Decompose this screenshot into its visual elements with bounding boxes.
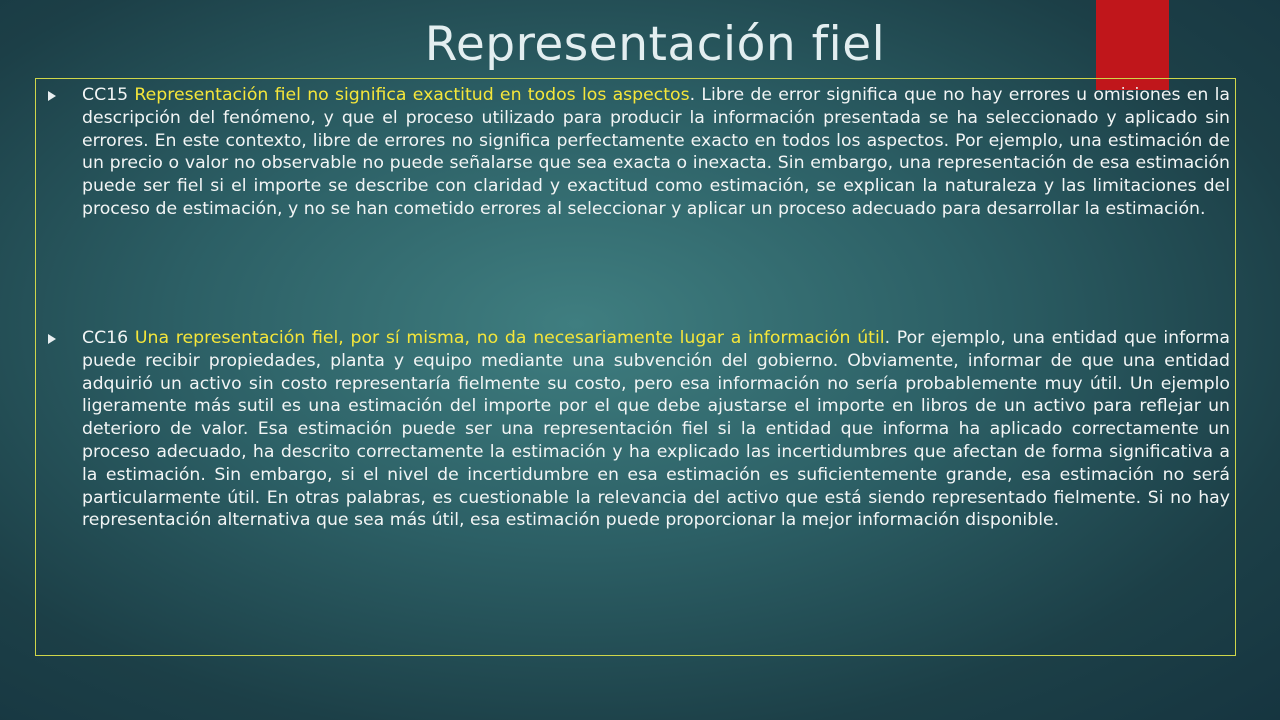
bullet-highlight: Una representación fiel, por sí misma, no da necesariamente lugar a información útil bbox=[134, 328, 885, 348]
bullet-body: . Por ejemplo, una entidad que informa puede recibir propiedades, planta y equipo mediante una subvención del gobierno. Obviamente, informar de que una entidad adquirió un activo sin costo representaría fielmente su costo, pero esa información no sería probablemente muy útil. Un ejemplo ligeramente más sutil es una estimación del importe por el que debe ajustarse el importe en libros de un activo para reflejar un deterioro de valor. Esa estimación puede ser una representación fiel si la entidad que informa ha aplicado correctamente un proceso adecuado, ha descrito correctamente la estimación y ha explicado las incertidumbres que afectan de forma significativa a la estimación. Sin embargo, si el nivel de incertidumbre en esa estimación es suficientemente grande, esa estimación no será particularmente útil. En otras palabras, es cuestionable la relevancia del activo que está siendo representado fielmente. Si no hay representación alternativa que sea más útil, esa estimación puede proporcionar la mejor información disponible. bbox=[82, 328, 1230, 531]
triangle-bullet-icon bbox=[48, 334, 56, 344]
bullet-highlight: Representación fiel no significa exactitud en todos los aspectos bbox=[134, 85, 690, 105]
bullet-body: . Libre de error significa que no hay errores u omisiones en la descripción del fenómeno, y que el proceso utilizado para producir la información presentada se ha seleccionado y aplicado sin errores. En este contexto, libre de errores no significa perfectamente exacto en todos los aspectos. Por ejemplo, una estimación de un precio o valor no observable no puede señalarse que sea exacta o inexacta. Sin embargo, una representación de esa estimación puede ser fiel si el importe se describe con claridad y exactitud como estimación, se explican la naturaleza y las limitaciones del proceso de estimación, y no se han cometido errores al seleccionar y aplicar un proceso adecuado para desarrollar la estimación. bbox=[82, 85, 1231, 219]
bullet-cc16 bbox=[48, 327, 1230, 532]
content-box bbox=[35, 78, 1236, 656]
bullet-code: CC16 bbox=[82, 328, 129, 348]
bullet-cc15 bbox=[48, 84, 1230, 221]
triangle-bullet-icon bbox=[48, 91, 56, 101]
bullet-text bbox=[82, 84, 1230, 221]
bullet-text bbox=[82, 327, 1230, 532]
bullet-code: CC15 bbox=[82, 85, 129, 105]
slide-title: Representación fiel bbox=[424, 17, 886, 72]
